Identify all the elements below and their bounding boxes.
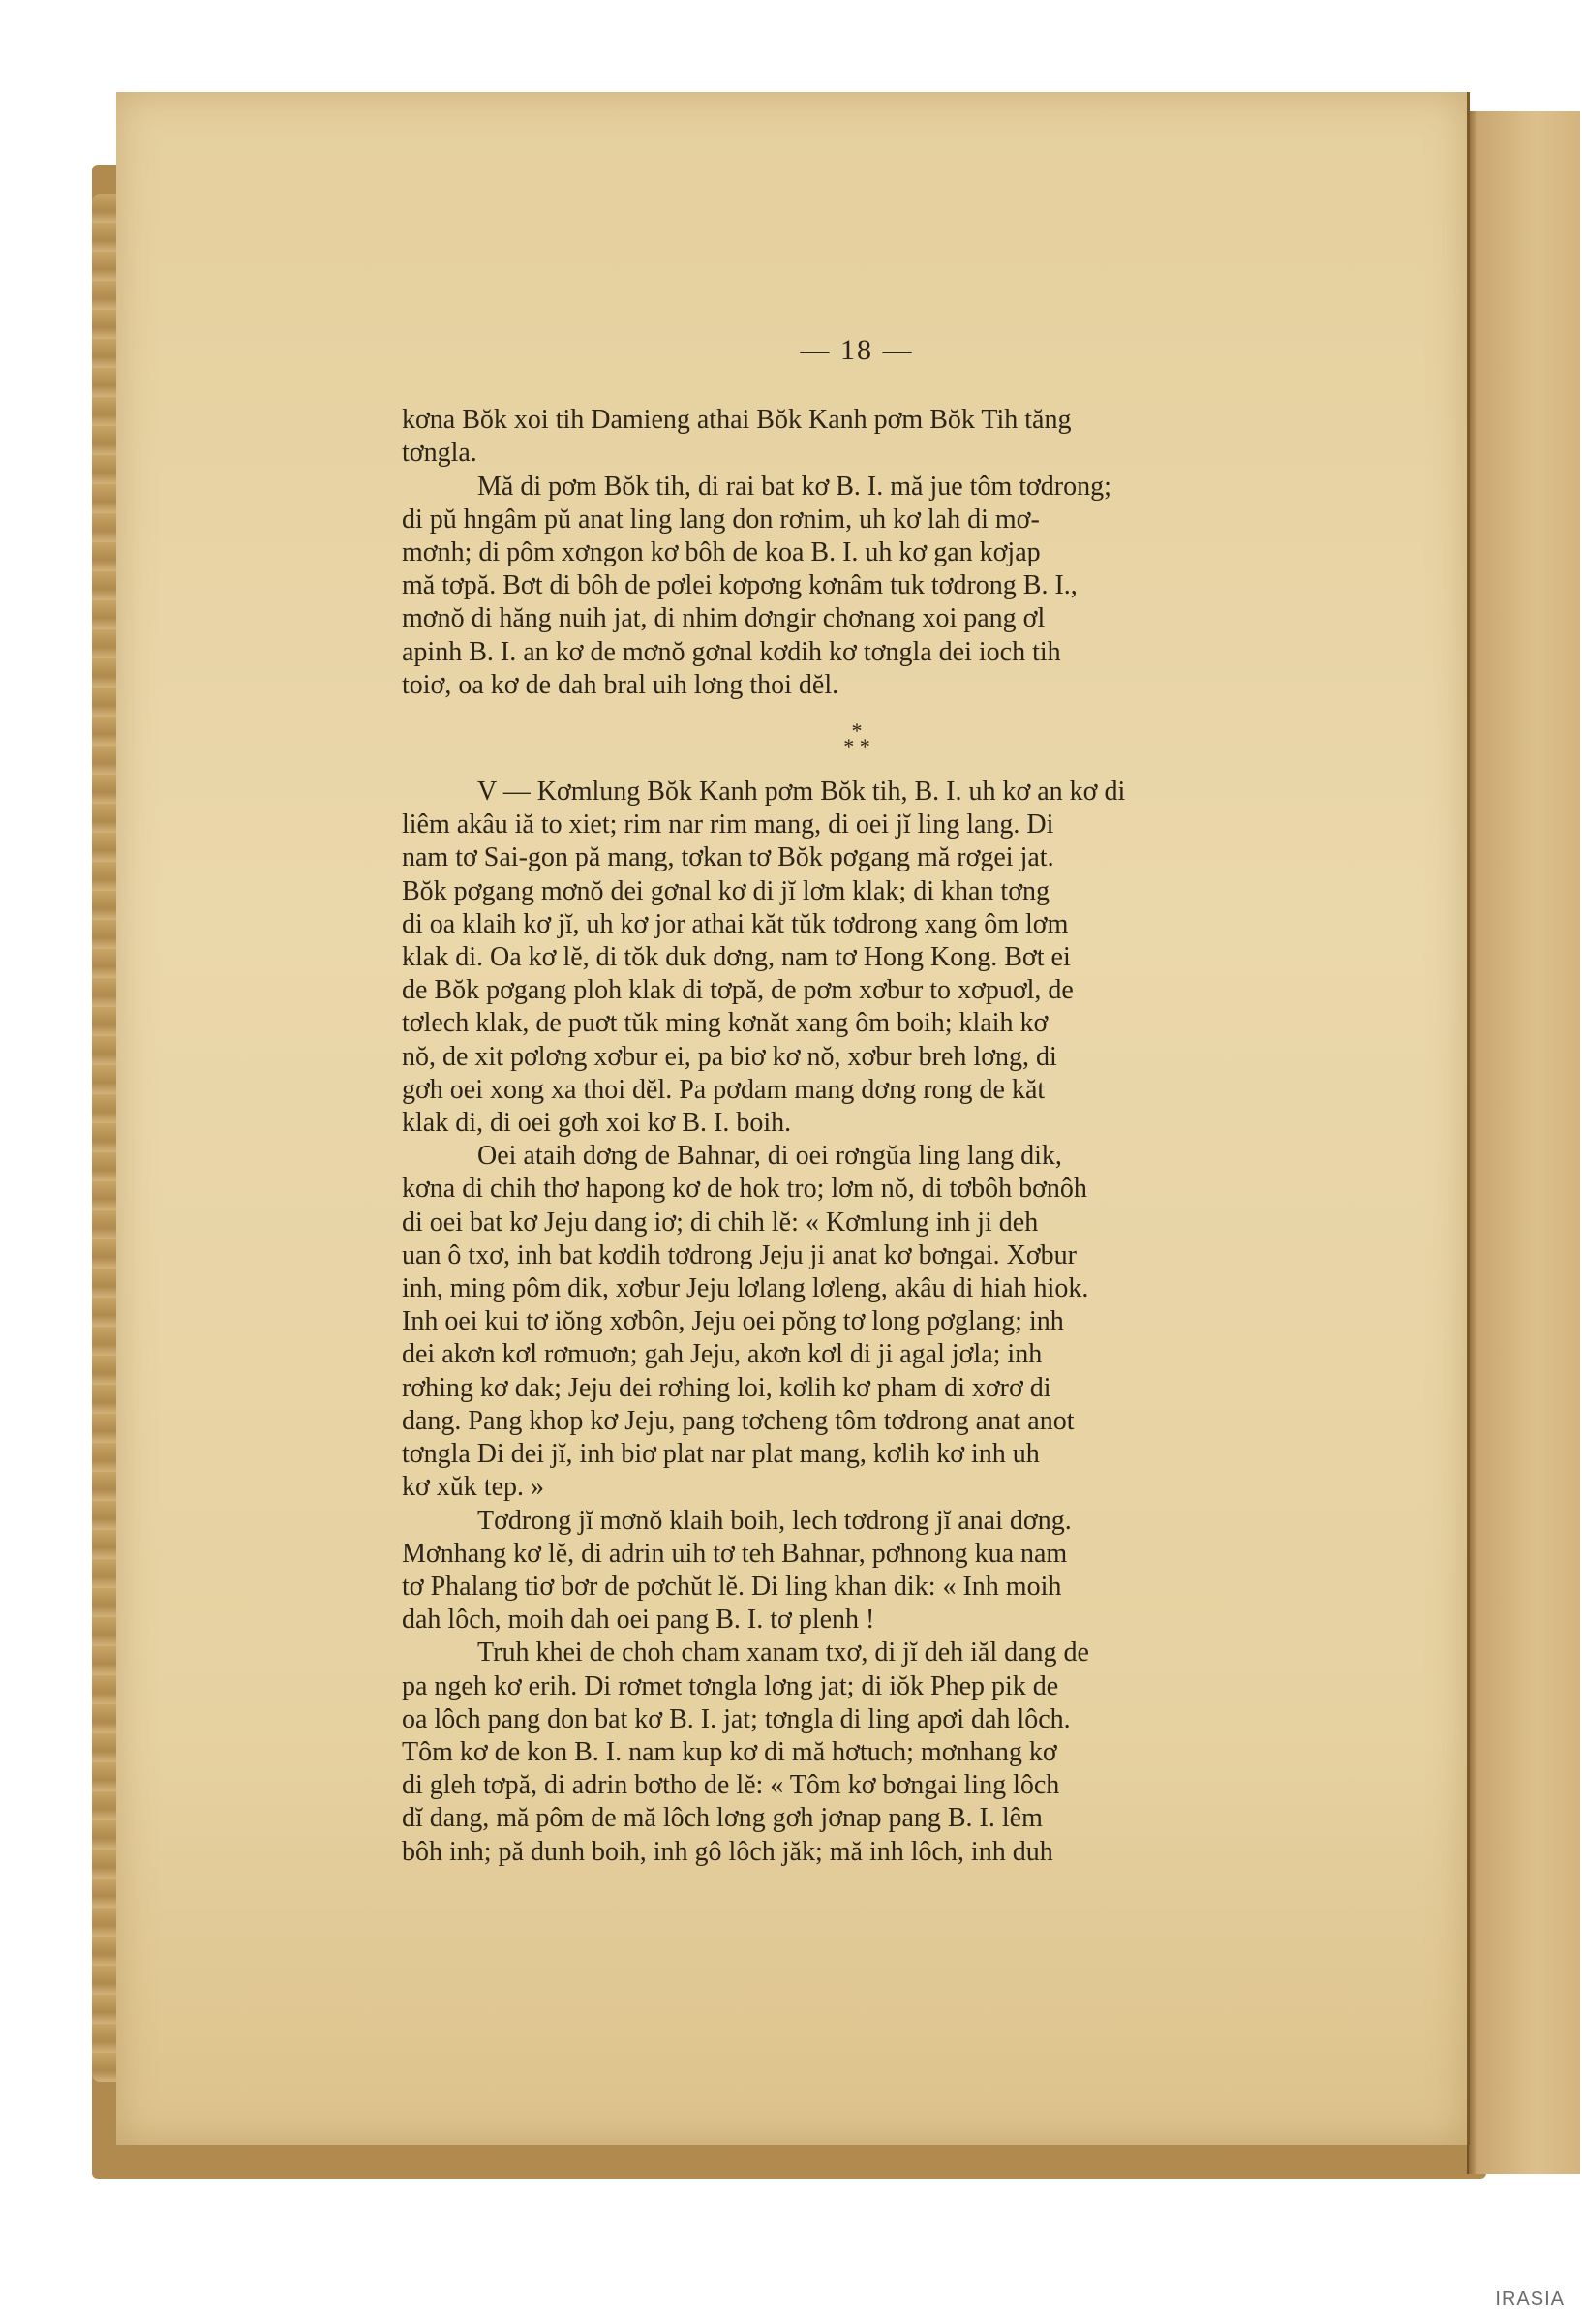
section-divider-asterism: * * *	[843, 719, 870, 759]
paragraph: Tơdrong jĭ mơnŏ klaih boih, lech tơdrong jĭ anai dơng. Mơnhang kơ lĕ, di adrin uih tơ teh Bahnar, pơhnong kua nam tơ Phalang tiơ bơr de pơchŭt lĕ. Di ling khan dik: « Inh moih dah lôch, moih dah oei pang B. I. tơ plenh !	[402, 1505, 1072, 1636]
watermark-label: IRASIA	[1495, 2288, 1565, 2309]
section-v-paragraph: V — Kơmlung Bŏk Kanh pơm Bŏk tih, B. I. uh kơ an kơ di liêm akâu iă to xiet; rim nar rim mang, di oei jĭ ling lang. Di nam tơ Sai-gon pă mang, tơkan tơ Bŏk pơgang mă rơgei jat. Bŏk pơgang mơnŏ dei gơnal kơ di jĭ lơm klak; di khan tơng di oa klaih kơ jĭ, uh kơ jor athai kăt tŭk tơdrong xang ôm lơm klak di. Oa kơ lĕ, di tŏk duk dơng, nam tơ Hong Kong. Bơt ei de Bŏk pơgang ploh klak di tơpă, de pơm xơbur to xơpuơl, de tơlech klak, de puơt tŭk ming kơnăt xang ôm boih; klaih kơ nŏ, de xit pơlơng xơbur ei, pa biơ kơ nŏ, xơbur breh lơng, di gơh oei xong xa thoi dĕl. Pa pơdam mang dơng rong de kăt klak di, di oei gơh xoi kơ B. I. boih.	[402, 777, 1126, 1139]
paragraph-continuation: kơna Bŏk xoi tih Damieng athai Bŏk Kanh pơm Bŏk Tih tăng tơngla.	[402, 405, 1072, 469]
adjacent-page-edge	[1467, 111, 1580, 2174]
paragraph: Truh khei de choh cham xanam txơ, di jĭ deh iăl dang de pa ngeh kơ erih. Di rơmet tơngla lơng jat; di iŏk Phep pik de oa lôch pang don bat kơ B. I. jat; tơngla di ling apơi dah lôch. Tôm kơ de kon B. I. nam kup kơ di mă hơtuch; mơnhang kơ di gleh tơpă, di adrin bơtho de lĕ: « Tôm kơ bơngai ling lôch dĭ dang, mă pôm de mă lôch lơng gơh jơnap pang B. I. lêm bôh inh; pă dunh boih, inh gô lôch jăk; mă inh lôch, inh duh	[402, 1637, 1089, 1867]
page-text-block	[402, 334, 1312, 1869]
page-number: — 18 —	[800, 334, 914, 366]
paragraph: Oei ataih dơng de Bahnar, di oei rơngŭa ling lang dik, kơna di chih thơ hapong kơ de hok tro; lơm nŏ, di tơbôh bơnôh di oei bat kơ Jeju dang iơ; di chih lĕ: « Kơmlung inh ji deh uan ô txơ, inh bat kơdih tơdrong Jeju ji anat kơ bơngai. Xơbur inh, ming pôm dik, xơbur Jeju lơlang lơleng, akâu di hiah hiok. Inh oei kui tơ iŏng xơbôn, Jeju oei pŏng tơ long pơglang; inh dei akơn kơl rơmuơn; gah Jeju, akơn kơl di ji agal jơla; inh rơhing kơ dak; Jeju dei rơhing loi, kơlih kơ pham di xơrơ di dang. Pang khop kơ Jeju, pang tơcheng tôm tơdrong anat anot tơngla Di dei jĭ, inh biơ plat nar plat mang, kơlih kơ inh uh kơ xŭk tep. »	[402, 1141, 1089, 1503]
paragraph: Mă di pơm Bŏk tih, di rai bat kơ B. I. mă jue tôm tơdrong; di pŭ hngâm pŭ anat ling lang don rơnim, uh kơ lah di mơ- mơnh; di pôm xơngon kơ bôh de koa B. I. uh kơ gan kơjap mă tơpă. Bơt di bôh de pơlei kơpơng kơnâm tuk tơdrong B. I., mơnŏ di hăng nuih jat, di nhim dơngir chơnang xoi pang ơl apinh B. I. an kơ de mơnŏ gơnal kơdih kơ tơngla dei ioch tih toiơ, oa kơ de dah bral uih lơng thoi dĕl.	[402, 471, 1111, 700]
